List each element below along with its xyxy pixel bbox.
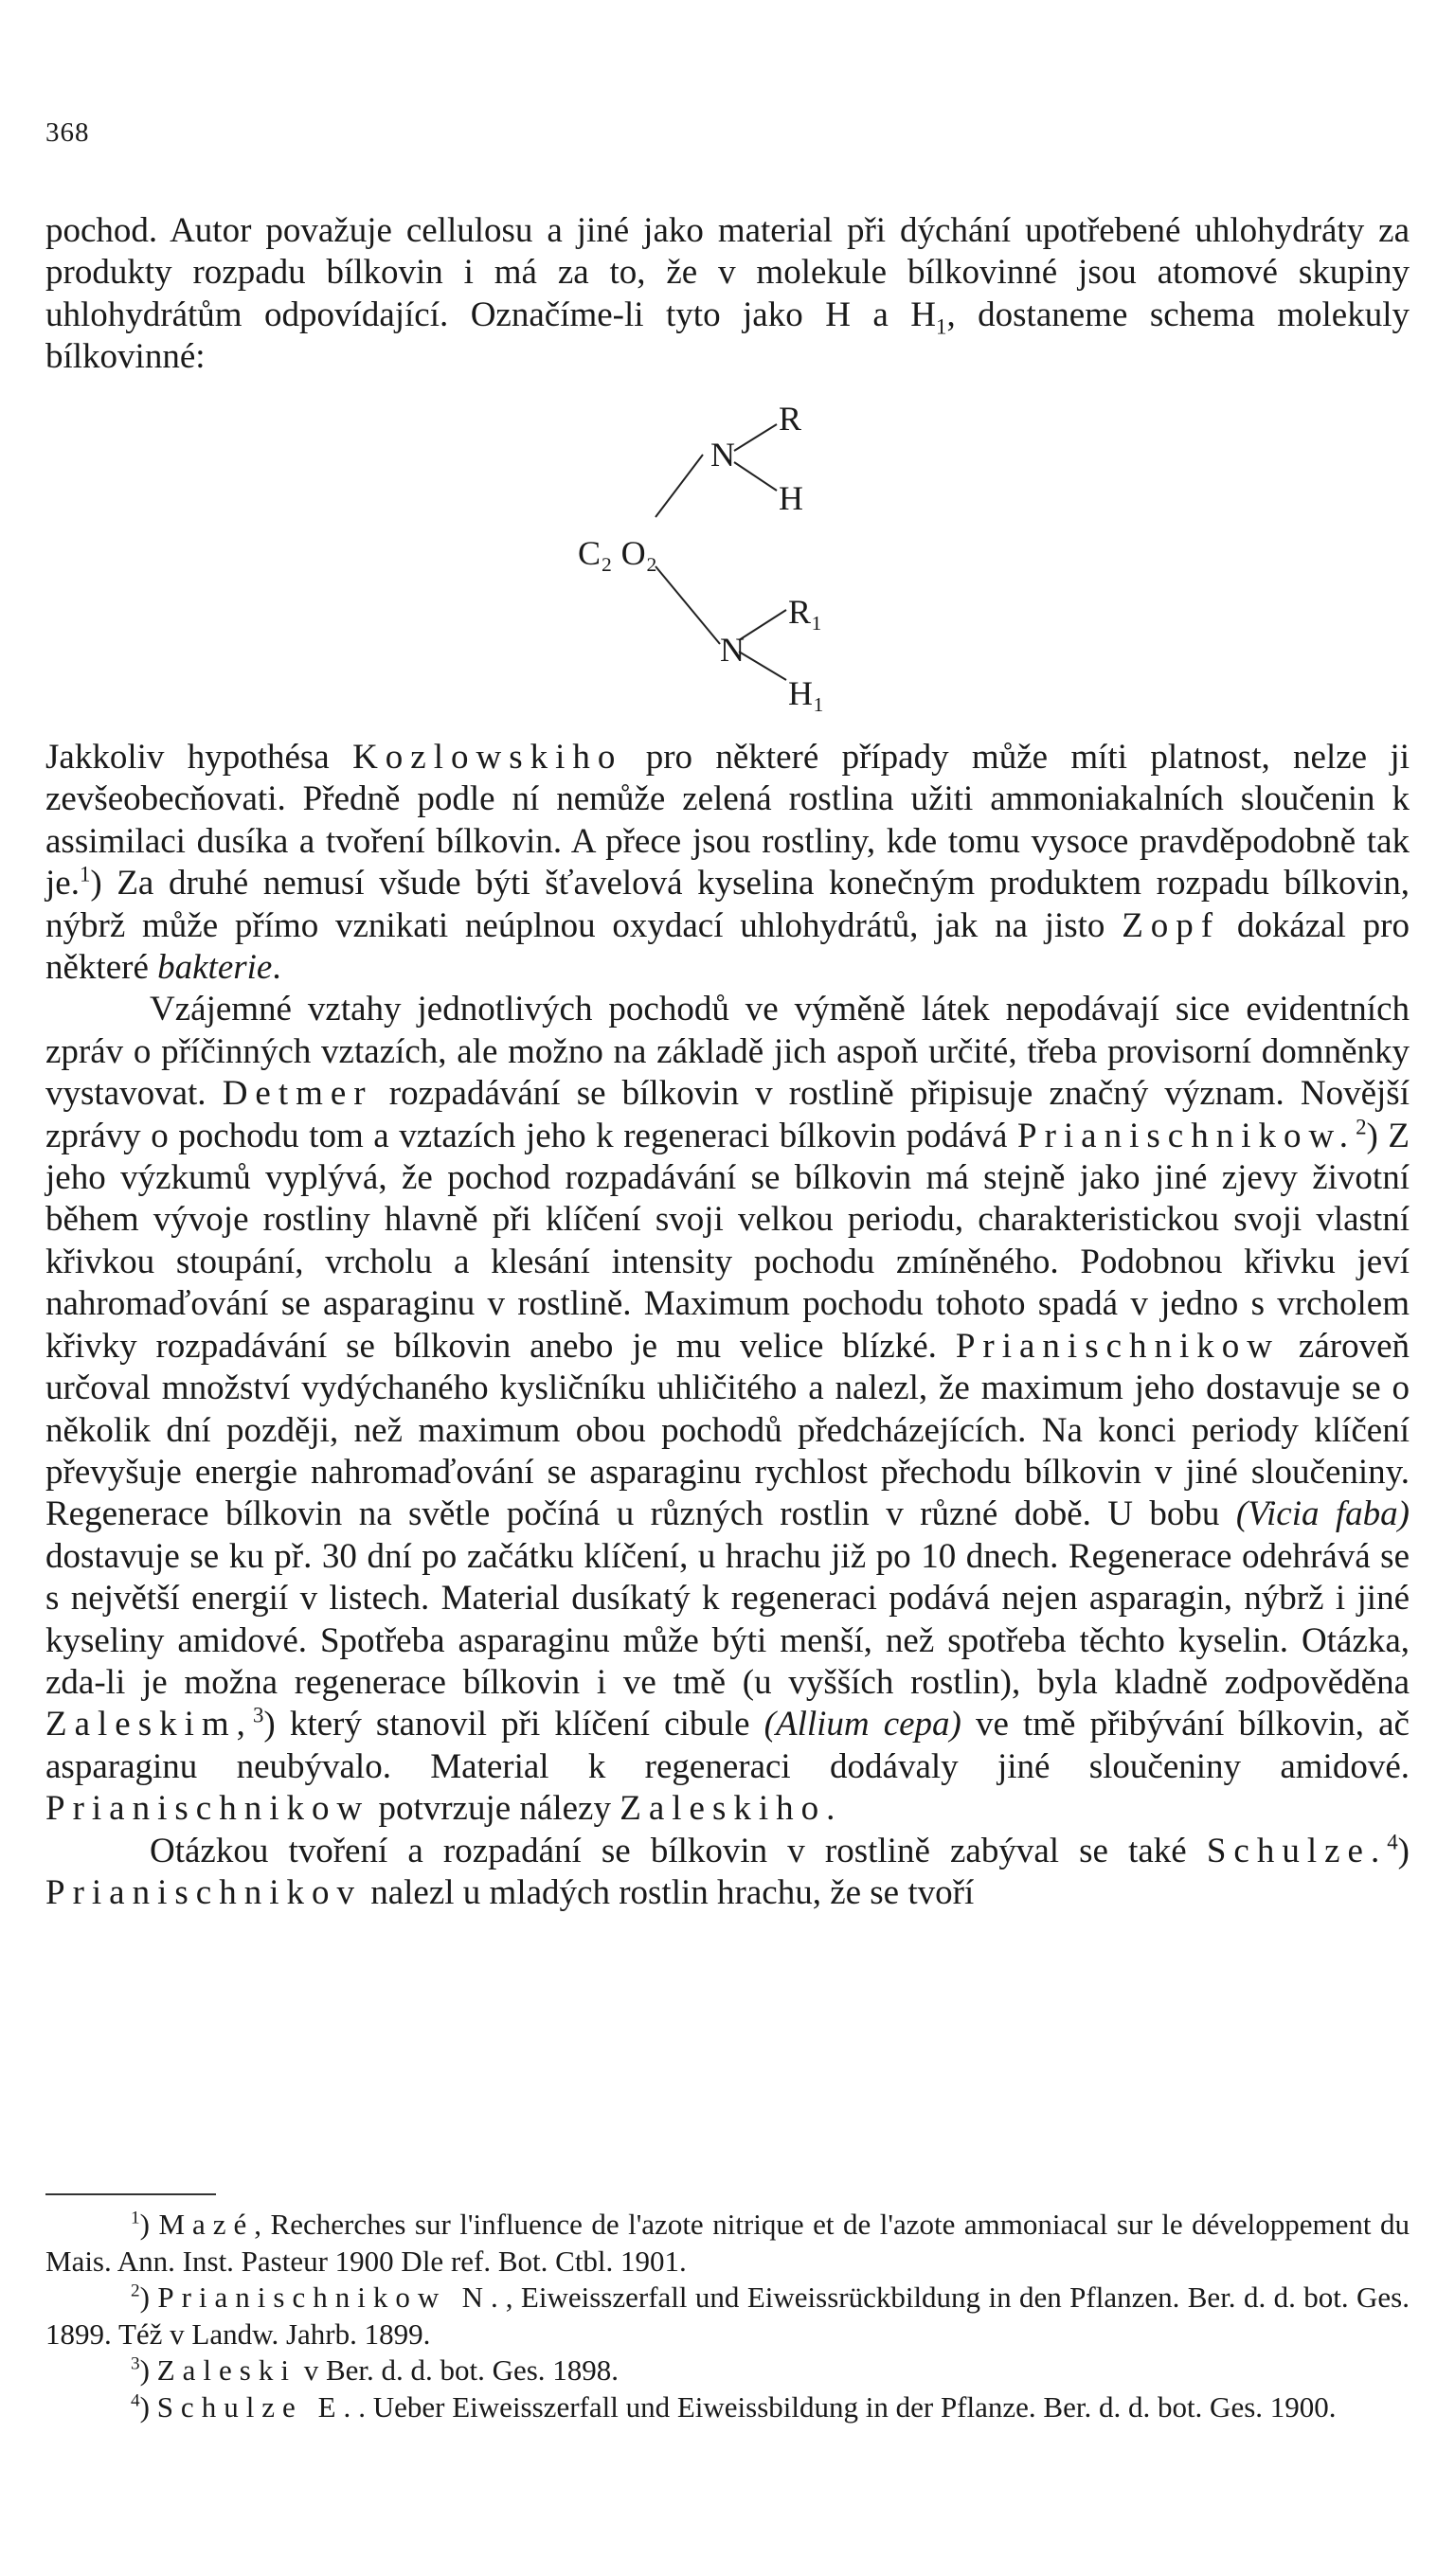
text-span: Vzájemné vztahy jednotlivých pochodů ve výměně látek nepodávají sice evidentních zpráv o příčinných vztazích, ale možno na základě jich aspoň určité, třeba provisorní domněnky vystavovat. xyxy=(45,990,1410,1114)
paragraph-kozlowski xyxy=(45,737,1410,989)
bond-line xyxy=(656,455,703,517)
author-name: Prianischnikow xyxy=(45,1789,370,1829)
footnote-text: , Recherches sur l'influence de l'azote nitrique et de l'azote ammoniacal sur le développement du Mais. Ann. Inst. Pasteur 1900 Dle ref. Bot. Ctbl. 1901. xyxy=(45,2208,1410,2278)
text-span: . xyxy=(272,948,281,988)
footnote-ref: 3 xyxy=(252,1704,264,1728)
n-bottom-label: N xyxy=(720,631,745,669)
protein-schema-formula xyxy=(578,396,881,737)
footnote-author: Prianischnikow N. xyxy=(157,2281,506,2314)
footnote-3: $^3$) Zaleski v Ber. d. d. bot. Ges. 1898. xyxy=(131,2353,620,2387)
footnote-mark: 1 xyxy=(131,2208,140,2228)
footnote-mark: 2 xyxy=(131,2281,140,2301)
footnote-mark: 4 xyxy=(131,2390,140,2411)
italic-term: (Vicia faba) xyxy=(1235,1494,1410,1534)
author-name: Zaleskiho xyxy=(620,1789,827,1829)
text-span: ) který stanovil při klíčení cibule xyxy=(263,1705,764,1744)
text-span: ) xyxy=(1397,1831,1410,1870)
bond-line xyxy=(739,652,786,680)
footnote-author: Zaleski xyxy=(156,2353,296,2387)
text-span: rozpadávání se bílkovin v rostlině připisuje značný význam. Novější zprávy o pochodu tom a vztazích jeho k regeneraci bílkovin podává xyxy=(45,1074,1410,1155)
h1-label: H₁ xyxy=(788,674,825,712)
subscript: 1 xyxy=(935,314,947,339)
author-name: Zaleskim, xyxy=(45,1705,253,1744)
page-number: 368 xyxy=(45,117,90,148)
footnotes xyxy=(45,2207,1410,2425)
text-span: dostavuje se ku př. 30 dní po začátku klíčení, u hrachu již po 10 dnech. Regenerace odehrává se s největší energií v listech. Material dusíkatý k regeneraci podává nejen asparagin, nýbrž i jiné kyseliny amidové. Spotřeba asparaginu může býti menší, než spotřeba těchto kyselin. Otázka, zda-li je možna regenerace bílkovin i ve tmě (u vyšších rostlin), byla kladně zodpověděna xyxy=(45,1536,1410,1702)
c2o2-label: C₂ O₂ xyxy=(578,534,658,572)
author-name: Schulze. xyxy=(1206,1831,1388,1870)
author-name: Zopf xyxy=(1122,905,1221,945)
text-span: ve tmě přibývání bílkovin, ač asparaginu neubývalo. Material k regeneraci dodávaly jiné sloučeniny amidové. xyxy=(45,1705,1410,1786)
text-span: Jakkoliv hypothésa xyxy=(45,738,353,777)
intro-text-end: , dostaneme schema molekuly bílkovinné: xyxy=(45,295,1410,377)
author-name: Prianischnikow xyxy=(955,1326,1281,1366)
footnote-mark: 3 xyxy=(131,2353,140,2374)
text-span: . xyxy=(826,1789,835,1829)
footnote-2: $^2$) Prianischnikow N., Eiweisszerfall und Eiweissrückbildung in den Pflanzen. Ber. d. d. bot. Ges. 1899. Též v Landw. Jahrb. 1899. xyxy=(45,2281,1410,2351)
footnote-author: Mazé xyxy=(158,2208,255,2241)
footnote-ref: 2 xyxy=(1356,1115,1367,1139)
text-span: pro některé případy může míti platnost, nelze ji zevšeobecňovati. Předně podle ní nemůže zelená rostlina užiti ammoniakalních sloučenin k assimilaci dusíka a tvoření bílkovin. A přece jsou rostliny, kde tomu vysoce pravděpodobně tak je. xyxy=(45,738,1410,903)
footnote-text: , Eiweisszerfall und Eiweissrückbildung in den Pflanzen. Ber. d. d. bot. Ges. 1899. Též v Landw. Jahrb. 1899. xyxy=(45,2281,1410,2351)
author-name: Prianischnikow. xyxy=(1017,1116,1356,1155)
footnote-text: . Ueber Eiweisszerfall und Eiweissbildung in der Pflanze. Ber. d. d. bot. Ges. 1900. xyxy=(358,2389,1337,2424)
paragraph-intro xyxy=(45,210,1410,379)
footnote-divider xyxy=(45,2193,216,2195)
text-span: Otázkou tvoření a rozpadání se bílkovin v rostlině zabýval se také xyxy=(150,1831,1207,1870)
text-span: zároveň určoval množství vydýchaného kysličníku uhličitého a nalezl, že maximum jeho dostavuje se o několik dní později, než maximum obou pochodů předcházejících. Na konci periody klíčení převyšuje energie nahromaďování se asparaginu rychlost přechodu bílkovin v jiné sloučeniny. Regenerace bílkovin na světle počíná u různých rostlin v různé době. U bobu xyxy=(45,1326,1410,1534)
footnote-1: $^1$) Mazé, Recherches sur l'influence de l'azote nitrique et de l'azote ammoniacal sur le développement du Mais. Ann. Inst. Pasteur 1900 Dle ref. Bot. Ctbl. 1901. xyxy=(45,2208,1410,2278)
text-span: nalezl u mladých rostlin hrachu, že se tvoří xyxy=(361,1872,975,1912)
bond-line xyxy=(734,462,777,491)
text-span: ) Z jeho výzkumů vyplývá, že pochod rozpadávání se bílkovin má stejně jako jiné zjevy životní během vývoje rostliny hlavně při klíčení svoji velkou periodu, charakteristickou svoji vlastní křivkou stoupání, vrcholu a klesání intensity pochodu zmíněného. Podobnou křivku jeví nahromaďování se asparaginu v rostlině. Maximum pochodu tohoto spadá v jedno s vrcholem křivky rozpadávání se bílkovin anebo je mu velice blízké. xyxy=(45,1116,1410,1366)
author-name: Prianischnikov xyxy=(45,1872,362,1912)
h-top-label: H xyxy=(779,479,803,517)
text-span: ) Za druhé nemusí všude býti šťavelová kyselina konečným produktem rozpadu bílkovin, nýbrž může přímo vznikati neúplnou oxydací uhlohydrátů, jak na jisto xyxy=(45,864,1410,945)
text-span: potvrzuje nálezy xyxy=(369,1789,620,1829)
footnote-text: v Ber. d. d. bot. Ges. 1898. xyxy=(296,2353,620,2387)
bond-line xyxy=(739,610,786,640)
footnote-author: Schulze E. xyxy=(156,2389,359,2424)
italic-term: (Allium cepa) xyxy=(763,1705,961,1744)
r-top-label: R xyxy=(779,400,802,438)
italic-term: bakterie xyxy=(157,948,273,988)
author-name: Kozlowskiho xyxy=(352,738,623,777)
bond-line xyxy=(656,566,720,644)
paragraph-schulze xyxy=(45,1831,1410,1915)
footnote-4: $^4$) Schulze E.. Ueber Eiweisszerfall und Eiweissbildung in der Pflanze. Ber. d. d. bot. Ges. 1900. xyxy=(131,2389,1337,2424)
intro-text: pochod. Autor považuje cellulosu a jiné jako material při dýchání upotřebené uhlohydráty za produkty rozpadu bílkovin i má za to, že v molekule bílkovinné jsou atomové skupiny uhlohydrátům odpovídající. Označíme-li tyto jako H a H xyxy=(45,211,1410,334)
paragraph-regeneration xyxy=(45,989,1410,1830)
main-body xyxy=(45,737,1410,1914)
bond-line xyxy=(734,424,777,451)
text-span: dokázal pro některé xyxy=(45,905,1410,988)
r1-label: R₁ xyxy=(788,593,823,631)
footnote-ref: 1 xyxy=(79,862,91,886)
footnote-ref: 4 xyxy=(1387,1830,1398,1854)
author-name: Detmer xyxy=(222,1074,373,1114)
n-top-label: N xyxy=(710,436,735,474)
